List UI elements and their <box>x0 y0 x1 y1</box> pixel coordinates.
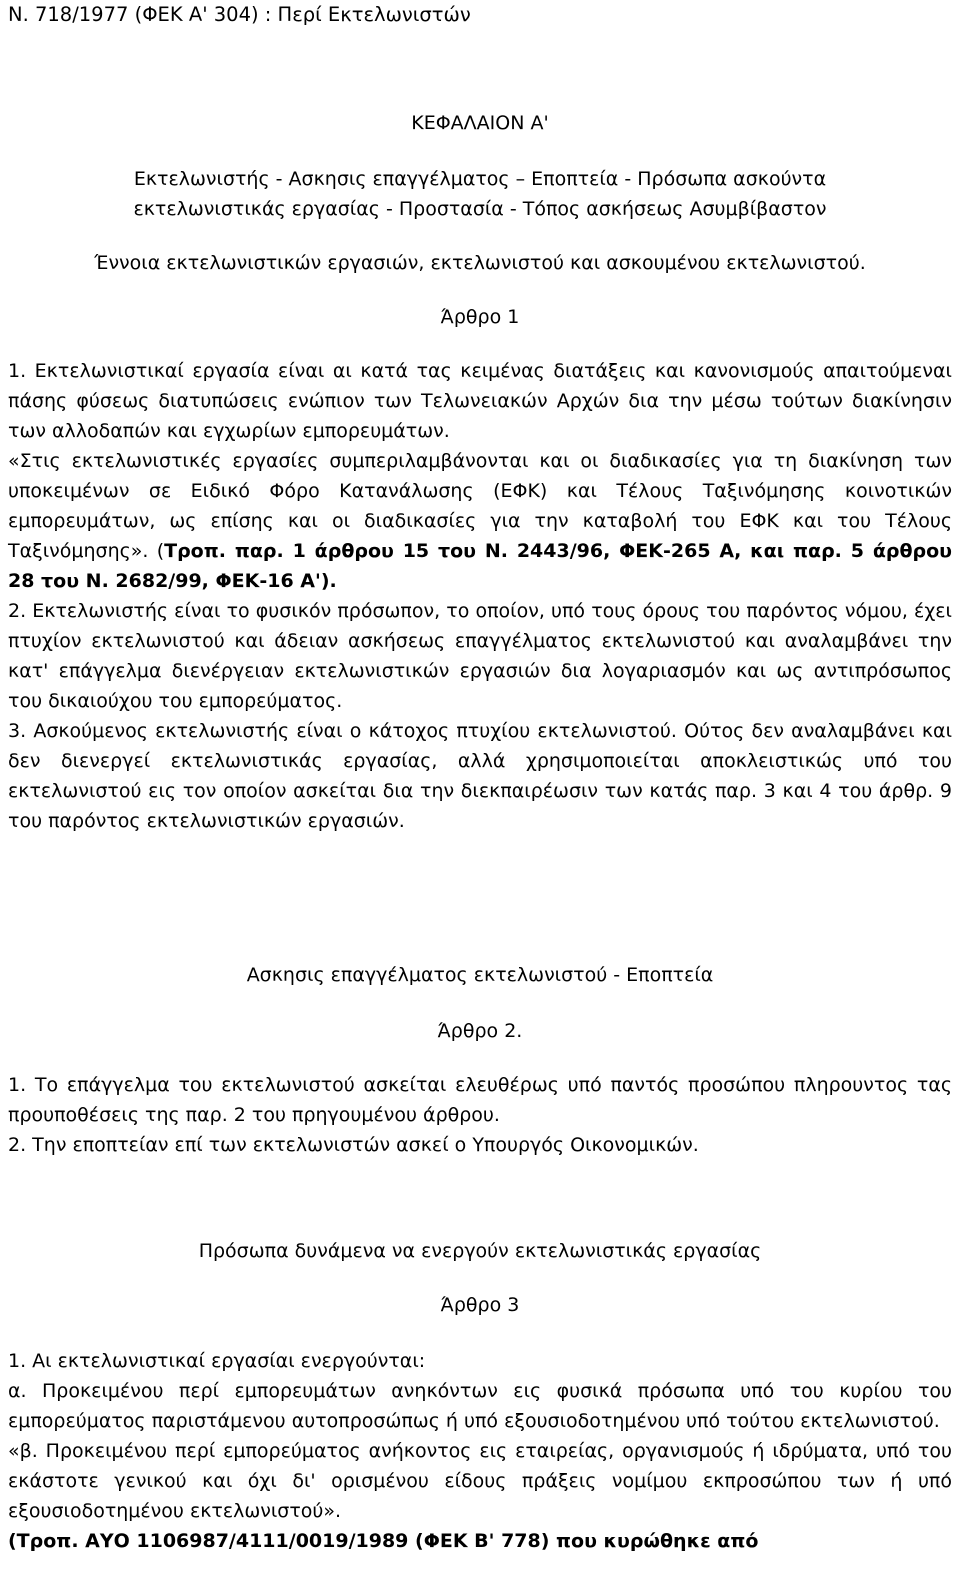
article-1-paragraph-1-amendment <box>8 446 952 596</box>
section-heading-definitions: Έννοια εκτελωνιστικών εργασιών, εκτελωνιστού και ασκουμένου εκτελωνιστού. <box>94 252 866 274</box>
chapter-subtitle-line2: εκτελωνιστικάς εργασίας - Προστασία - Τόπος ασκήσεως Ασυμβίβαστον <box>133 198 827 220</box>
article-1-body <box>8 356 952 836</box>
article-3-item-a: α. Προκειμένου περί εμπορευμάτων ανηκόντων εις φυσικά πρόσωπα υπό του κυρίου του εμπορεύματος παριστάμενου αυτοπροσώπως ή υπό εξουσιοδοτημένου υπό τούτου εκτελωνιστού. <box>8 1380 952 1432</box>
article-3-amendment-reference: (Τροπ. ΑΥΟ 1106987/4111/0019/1989 (ΦΕΚ Β' 778) που κυρώθηκε από <box>8 1530 759 1552</box>
article-2-body <box>8 1070 952 1160</box>
article-2-title: Άρθρο 2. <box>437 1020 523 1042</box>
article-2-paragraph-1: 1. Το επάγγελμα του εκτελωνιστού ασκείται ελευθέρως υπό παντός προσώπου πληρουντος τας προυποθέσεις της παρ. 2 του πρηγουμένου άρθρου. <box>8 1074 952 1126</box>
article-1-title: Άρθρο 1 <box>440 306 520 328</box>
amendment-reference: Τροπ. παρ. 1 άρθρου 15 του Ν. 2443/96, ΦΕΚ-265 Α, και παρ. 5 άρθρου 28 του Ν. 2682/99, ΦΕΚ-16 Α'). <box>8 540 953 592</box>
article-2-paragraph-2: 2. Την εποπτείαν επί των εκτελωνιστών ασκεί ο Υπουργός Οικονομικών. <box>8 1134 699 1156</box>
chapter-heading: ΚΕΦΑΛΑΙΟΝ Α' <box>411 112 549 134</box>
article-1-paragraph-2: 2. Εκτελωνιστής είναι το φυσικόν πρόσωπον, το οποίον, υπό τους όρους του παρόντος νόμου, έχει πτυχίον εκτελωνιστού και άδειαν ασκήσεως επαγγέλματος εκτελωνιστού και αναλαμβάνει την κατ' επάγγελμα διενέργειαν εκτελωνιστικών εργασιών δια λογαριασμόν και ως αντιπρόσωπος του δικαιούχου του εμπορεύματος. <box>8 600 952 712</box>
article-3-body <box>8 1346 952 1556</box>
article-1-paragraph-3: 3. Ασκούμενος εκτελωνιστής είναι ο κάτοχος πτυχίου εκτελωνιστού. Ούτος δεν αναλαμβάνει και δεν διενεργεί εκτελωνιστικάς εργασίας, αλλά χρησιμοποιείται αποκλειστικώς υπό του εκτελωνιστού εις τον οποίον ασκείται δια την διεκπαιρέωσιν των κατάς παρ. 3 και 4 του άρθρ. 9 του παρόντος εκτελωνιστικών εργασιών. <box>8 720 952 832</box>
article-1-paragraph-1: 1. Εκτελωνιστικαί εργασία είναι αι κατά τας κειμένας διατάξεις και κανονισμούς απαιτούμεναι πάσης φύσεως διατυπώσεις ενώπιον των Τελωνειακών Αρχών δια την μέσω τούτων διακίνησιν των αλλοδαπών και εγχωρίων εμπορευμάτων. <box>8 360 952 442</box>
amendment-text: «Στις εκτελωνιστικές εργασίες συμπεριλαμβάνονται και οι διαδικασίες για τη διακίνηση των υποκειμένων σε Ειδικό Φόρο Κατανάλωσης (ΕΦΚ) και Τέλους Ταξινόμησης κοινοτικών εμπορευμάτων, ως επίσης και οι διαδικασίες για την καταβολή του ΕΦΚ και του Τέλους Ταξινόμησης». ( <box>8 450 952 562</box>
chapter-subtitle-line1: Εκτελωνιστής - Ασκησις επαγγέλματος – Εποπτεία - Πρόσωπα ασκούντα <box>133 168 827 190</box>
article-3-title: Άρθρο 3 <box>440 1294 520 1316</box>
article-3-paragraph-1: 1. Αι εκτελωνιστικαί εργασίαι ενεργούνται: <box>8 1350 426 1372</box>
article-3-item-b: «β. Προκειμένου περί εμπορεύματος ανήκοντος εις εταιρείας, οργανισμούς ή ιδρύματα, υπό του εκάστοτε γενικού και όχι δι' ορισμένου είδους πράξεις νομίμου εκπροσώπου των ή υπό εξουσιοδοτημένου εκτελωνιστού». <box>8 1440 952 1522</box>
section-heading-practice: Ασκησις επαγγέλματος εκτελωνιστού - Εποπτεία <box>246 964 714 986</box>
section-heading-persons: Πρόσωπα δυνάμενα να ενεργούν εκτελωνιστικάς εργασίας <box>198 1240 762 1262</box>
document-title: Ν. 718/1977 (ΦΕΚ Α' 304) : Περί Εκτελωνιστών <box>8 3 471 26</box>
